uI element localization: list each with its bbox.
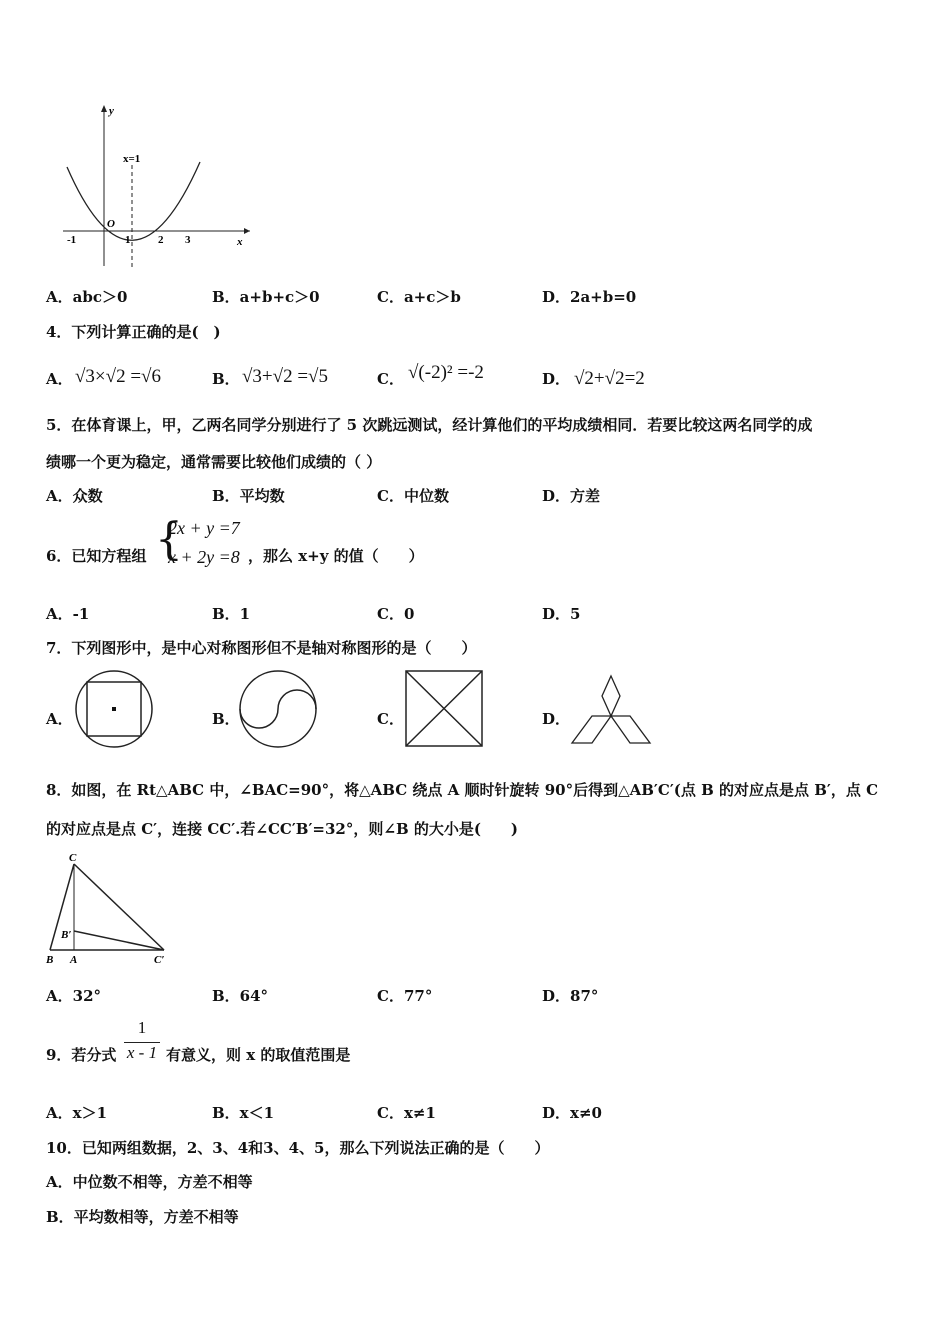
svg-text:x=1: x=1 xyxy=(123,153,141,165)
q6-eq2: x + 2y =8 xyxy=(168,547,240,567)
q6-eq1: 2x + y =7 xyxy=(168,518,240,538)
label-b-prime: B′ xyxy=(61,929,72,941)
q9-option-a[interactable]: A．x＞1 xyxy=(46,1104,108,1122)
q6-option-a[interactable]: A．-1 xyxy=(46,605,90,623)
svg-text:3: 3 xyxy=(185,234,191,246)
q5-stem-line1: 5．在体育课上，甲，乙两名同学分别进行了 5 次跳远测试，经计算他们的平均成绩相同．若要比较这两名同学的成 xyxy=(46,416,813,434)
q7-label-c[interactable]: C． xyxy=(377,710,404,728)
q4-label-a[interactable]: A． xyxy=(46,370,73,388)
yin-yang-figure[interactable] xyxy=(236,670,320,750)
parabola-graph xyxy=(55,100,275,270)
q9-option-d[interactable]: D．x≠0 xyxy=(542,1104,602,1122)
q4-stem: 4．下列计算正确的是( ) xyxy=(46,323,221,341)
q4-option-c[interactable]: √(-2)² =-2 xyxy=(408,362,484,383)
q7-label-b[interactable]: B． xyxy=(212,710,240,728)
svg-text:x: x xyxy=(237,236,243,248)
q9-numerator: 1 xyxy=(137,1018,147,1037)
q8-option-c[interactable]: C．77° xyxy=(377,987,433,1005)
label-c: C xyxy=(69,852,77,864)
q7-label-a[interactable]: A． xyxy=(46,710,73,728)
svg-text:O: O xyxy=(107,218,115,230)
svg-text:1: 1 xyxy=(125,234,131,246)
svg-text:-1: -1 xyxy=(67,234,77,246)
q8-stem-line1: 8．如图，在 Rt△ABC 中，∠BAC=90°，将△ABC 绕点 A 顺时针旋转 90°后得到△AB′C′(点 B 的对应点是点 B′，点 C xyxy=(46,781,879,799)
q4-option-a[interactable]: √3×√2 =√6 xyxy=(75,366,161,387)
q8-stem-line2: 的对应点是点 C′，连接 CC′.若∠CC′B′=32°，则∠B 的大小是( ) xyxy=(46,820,519,838)
q9-option-b[interactable]: B．x＜1 xyxy=(212,1104,275,1122)
q3-option-c[interactable]: C．a+c＞b xyxy=(377,288,461,306)
q10-option-b[interactable]: B．平均数相等，方差不相等 xyxy=(46,1208,239,1226)
triangle-figure xyxy=(42,850,172,970)
q5-stem-line2: 绩哪一个更为稳定，通常需要比较他们成绩的（ ） xyxy=(46,453,382,471)
q4-label-d[interactable]: D． xyxy=(542,370,571,388)
q8-option-a[interactable]: A．32° xyxy=(46,987,102,1005)
q9-prefix: 9．若分式 xyxy=(46,1046,117,1064)
label-c-prime: C′ xyxy=(154,954,165,966)
q6-option-b[interactable]: B．1 xyxy=(212,605,251,623)
q6-option-c[interactable]: C．0 xyxy=(377,605,415,623)
three-rhombus-figure[interactable] xyxy=(568,670,658,750)
svg-text:y: y xyxy=(109,105,114,117)
q5-option-c[interactable]: C．中位数 xyxy=(377,487,449,505)
q5-option-d[interactable]: D．方差 xyxy=(542,487,601,505)
q7-stem: 7．下列图形中，是中心对称图形但不是轴对称图形的是（ ） xyxy=(46,639,477,657)
q6-prefix: 6．已知方程组 xyxy=(46,547,147,565)
brace: { xyxy=(155,514,183,565)
q6-option-d[interactable]: D．5 xyxy=(542,605,581,623)
q4-label-c[interactable]: C． xyxy=(377,370,404,388)
q8-option-b[interactable]: B．64° xyxy=(212,987,269,1005)
q9-option-c[interactable]: C．x≠1 xyxy=(377,1104,436,1122)
circle-square-figure[interactable] xyxy=(72,670,156,750)
q8-option-d[interactable]: D．87° xyxy=(542,987,599,1005)
label-a: A xyxy=(70,954,78,966)
q4-option-d[interactable]: √2+√2=2 xyxy=(574,368,645,389)
q5-option-a[interactable]: A．众数 xyxy=(46,487,103,505)
q3-option-a[interactable]: A．abc＞0 xyxy=(46,288,128,306)
svg-text:2: 2 xyxy=(158,234,164,246)
q7-label-d[interactable]: D． xyxy=(542,710,571,728)
q10-stem: 10．已知两组数据，2、3、4和3、4、5，那么下列说法正确的是（ ） xyxy=(46,1139,550,1157)
q4-label-b[interactable]: B． xyxy=(212,370,240,388)
q10-option-a[interactable]: A．中位数不相等，方差不相等 xyxy=(46,1173,253,1191)
q6-suffix: ，那么 x+y 的值（ ） xyxy=(248,547,424,565)
q3-option-b[interactable]: B．a+b+c＞0 xyxy=(212,288,320,306)
q9-denominator: x - 1 xyxy=(126,1043,158,1062)
q3-option-d[interactable]: D．2a+b=0 xyxy=(542,288,637,306)
label-b: B xyxy=(46,954,54,966)
q4-option-b[interactable]: √3+√2 =√5 xyxy=(242,366,328,387)
square-x-figure[interactable] xyxy=(403,668,487,748)
q5-option-b[interactable]: B．平均数 xyxy=(212,487,285,505)
q9-suffix: 有意义，则 x 的取值范围是 xyxy=(166,1046,351,1064)
